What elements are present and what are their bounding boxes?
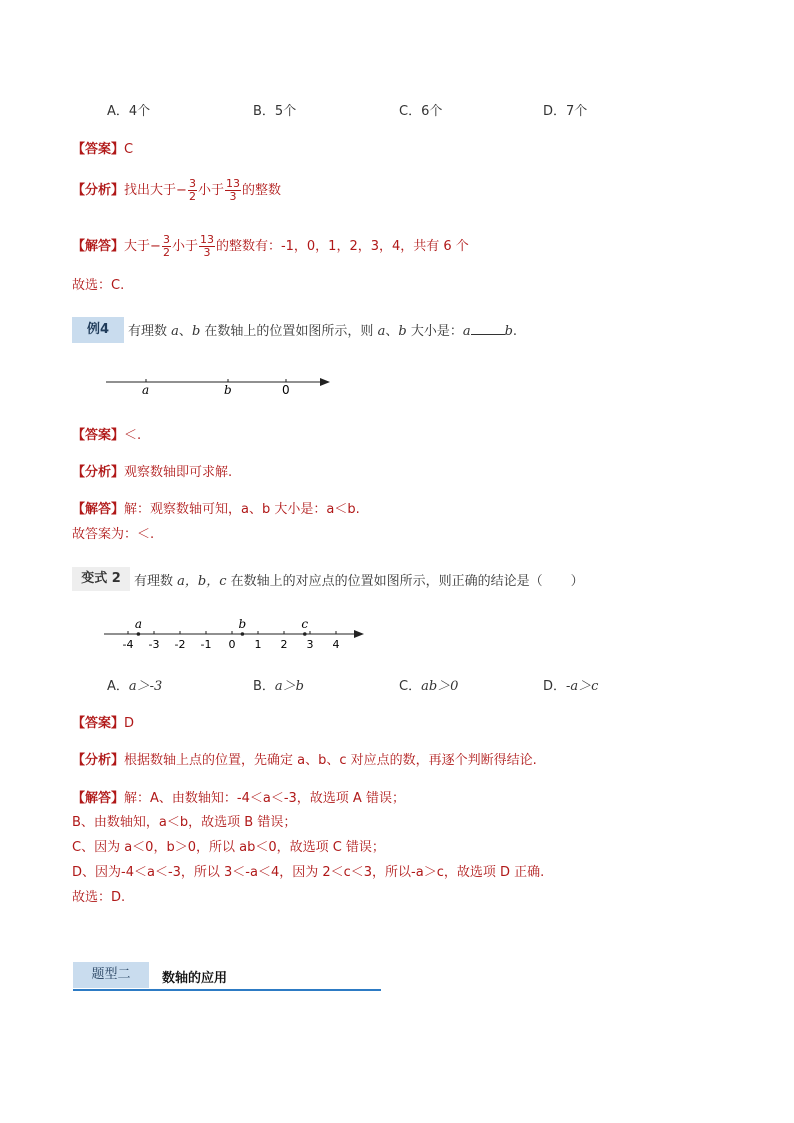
minus-sign: − (150, 239, 161, 254)
point-label-c: c (301, 617, 309, 631)
option-expr: a＞-3 (128, 679, 163, 694)
analysis-label: 【分析】 (72, 753, 125, 768)
fraction-numerator: 13 (199, 233, 214, 246)
option-letter: D． (543, 679, 567, 694)
solution-label: 【解答】 (72, 791, 125, 806)
period: . (512, 324, 518, 339)
question-text: 有理数 (134, 574, 174, 589)
q3-analysis (72, 176, 281, 206)
analysis-text: 的整数 (241, 183, 281, 198)
fraction-13-3 (199, 234, 215, 259)
question-text: 在数轴上的位置如图所示，则 (204, 324, 374, 339)
vars-abc: a，b，c (177, 574, 227, 589)
option-a: A．4个 (107, 104, 151, 119)
label-0: 0 (282, 383, 290, 397)
tick-label: 3 (306, 638, 314, 651)
q3-answer (72, 138, 133, 157)
point-label-a: a (134, 617, 142, 631)
point-label-b: b (238, 617, 247, 631)
analysis-label: 【分析】 (72, 465, 125, 480)
tick-label: -4 (122, 638, 134, 651)
var-a: a (462, 324, 471, 339)
fraction-13-3 (225, 178, 241, 203)
close-paren: ） (570, 574, 584, 589)
arrow-head (354, 630, 364, 638)
number-line-ex4 (100, 370, 340, 400)
separator: 、 (385, 324, 399, 339)
option-d: D．7个 (543, 104, 588, 119)
point-a (137, 632, 141, 636)
answer-blank (471, 322, 505, 335)
tick-label: 2 (280, 638, 288, 651)
tick-label: -1 (200, 638, 212, 651)
option-b: B．5个 (253, 104, 297, 119)
ex4-conclusion: 故答案为：＜. (72, 527, 155, 542)
question-text: 有理数 (128, 324, 168, 339)
solution-text: 解：观察数轴可知，a、b 大小是：a＜b. (124, 502, 360, 517)
q3-solution (72, 232, 469, 262)
solution-label: 【解答】 (72, 502, 125, 517)
analysis-text: 根据数轴上点的位置，先确定 a、b、c 对应点的数，再逐个判断得结论. (124, 753, 537, 768)
analysis-text: 小于 (197, 183, 224, 198)
number-line-var2 (98, 614, 374, 654)
fraction-denominator: 3 (203, 246, 211, 259)
solution-line: B、由数轴知，a＜b，故选项 B 错误； (72, 815, 297, 830)
tick-label: 1 (254, 638, 262, 651)
answer-text: ＜. (124, 428, 142, 443)
label-a: a (142, 383, 150, 397)
point-b (241, 632, 245, 636)
solution-line: 故选：D. (72, 890, 126, 905)
example-tag: 例4 (72, 317, 124, 343)
point-c (303, 632, 307, 636)
arrow-head (320, 378, 330, 386)
section-title: 数轴的应用 (162, 971, 228, 986)
var-b: b (398, 324, 407, 339)
points (135, 617, 309, 636)
ex4-answer (72, 424, 141, 443)
fraction-numerator: 13 (225, 177, 240, 190)
separator: 、 (178, 324, 192, 339)
var2-option-d (543, 675, 598, 694)
option-letter: B． (253, 679, 275, 694)
solution-text: 的整数有：-1，0，1，2，3，4，共有 6 个 (215, 239, 469, 254)
answer-text: C (124, 142, 134, 157)
tick-label: 0 (228, 638, 236, 651)
question-text: 在数轴上的对应点的位置如图所示，则正确的结论是（ (230, 574, 543, 589)
var-a: a (171, 324, 179, 339)
fraction-denominator: 2 (162, 246, 170, 259)
option-c: C．6个 (399, 104, 443, 119)
analysis-label: 【分析】 (72, 183, 125, 198)
variant-2-question (134, 570, 584, 589)
section-tag: 题型二 (73, 962, 149, 988)
var2-option-c (399, 675, 458, 694)
tick-label: -3 (148, 638, 160, 651)
tick-label: -2 (174, 638, 186, 651)
option-letter: C． (399, 679, 422, 694)
answer-label: 【答案】 (72, 142, 125, 157)
tick-label: 4 (332, 638, 340, 651)
var-a: a (377, 324, 386, 339)
minus-sign: − (176, 183, 187, 198)
section-rule (73, 989, 381, 991)
solution-line: 解：A、由数轴知：-4＜a＜-3，故选项 A 错误； (124, 791, 405, 806)
fraction-numerator: 3 (162, 233, 170, 246)
solution-text: 小于 (171, 239, 198, 254)
fraction-numerator: 3 (188, 177, 196, 190)
var2-option-b (253, 675, 304, 694)
q3-conclusion: 故选：C. (72, 278, 125, 293)
ex4-solution (72, 498, 360, 517)
answer-label: 【答案】 (72, 716, 125, 731)
variant-tag: 变式 2 (72, 567, 130, 591)
option-expr: a＞b (274, 679, 304, 694)
fraction-3-2 (188, 178, 197, 203)
var2-answer (72, 712, 134, 731)
question-text: 大小是： (410, 324, 463, 339)
solution-label: 【解答】 (72, 239, 125, 254)
label-b: b (224, 383, 232, 397)
example-4-question (128, 320, 517, 339)
analysis-text: 观察数轴即可求解. (124, 465, 233, 480)
fraction-denominator: 3 (229, 190, 237, 203)
answer-label: 【答案】 (72, 428, 125, 443)
option-expr: -a＞c (566, 679, 599, 694)
var2-option-a (107, 675, 162, 694)
solution-text: 大于 (124, 239, 151, 254)
solution-line: D、因为-4＜a＜-3，所以 3＜-a＜4，因为 2＜c＜3，所以-a＞c，故选项 D 正确. (72, 865, 545, 880)
var-b: b (191, 324, 201, 339)
solution-line: C、因为 a＜0，b＞0，所以 ab＜0，故选项 C 错误； (72, 840, 385, 855)
analysis-text: 找出大于 (124, 183, 177, 198)
fraction-3-2 (162, 234, 171, 259)
option-letter: A． (107, 679, 129, 694)
var2-solution (72, 787, 405, 806)
var2-analysis (72, 749, 537, 768)
fraction-denominator: 2 (188, 190, 196, 203)
answer-text: D (124, 716, 135, 731)
ex4-analysis (72, 461, 232, 480)
option-expr: ab＞0 (421, 679, 459, 694)
var-b: b (504, 324, 513, 339)
